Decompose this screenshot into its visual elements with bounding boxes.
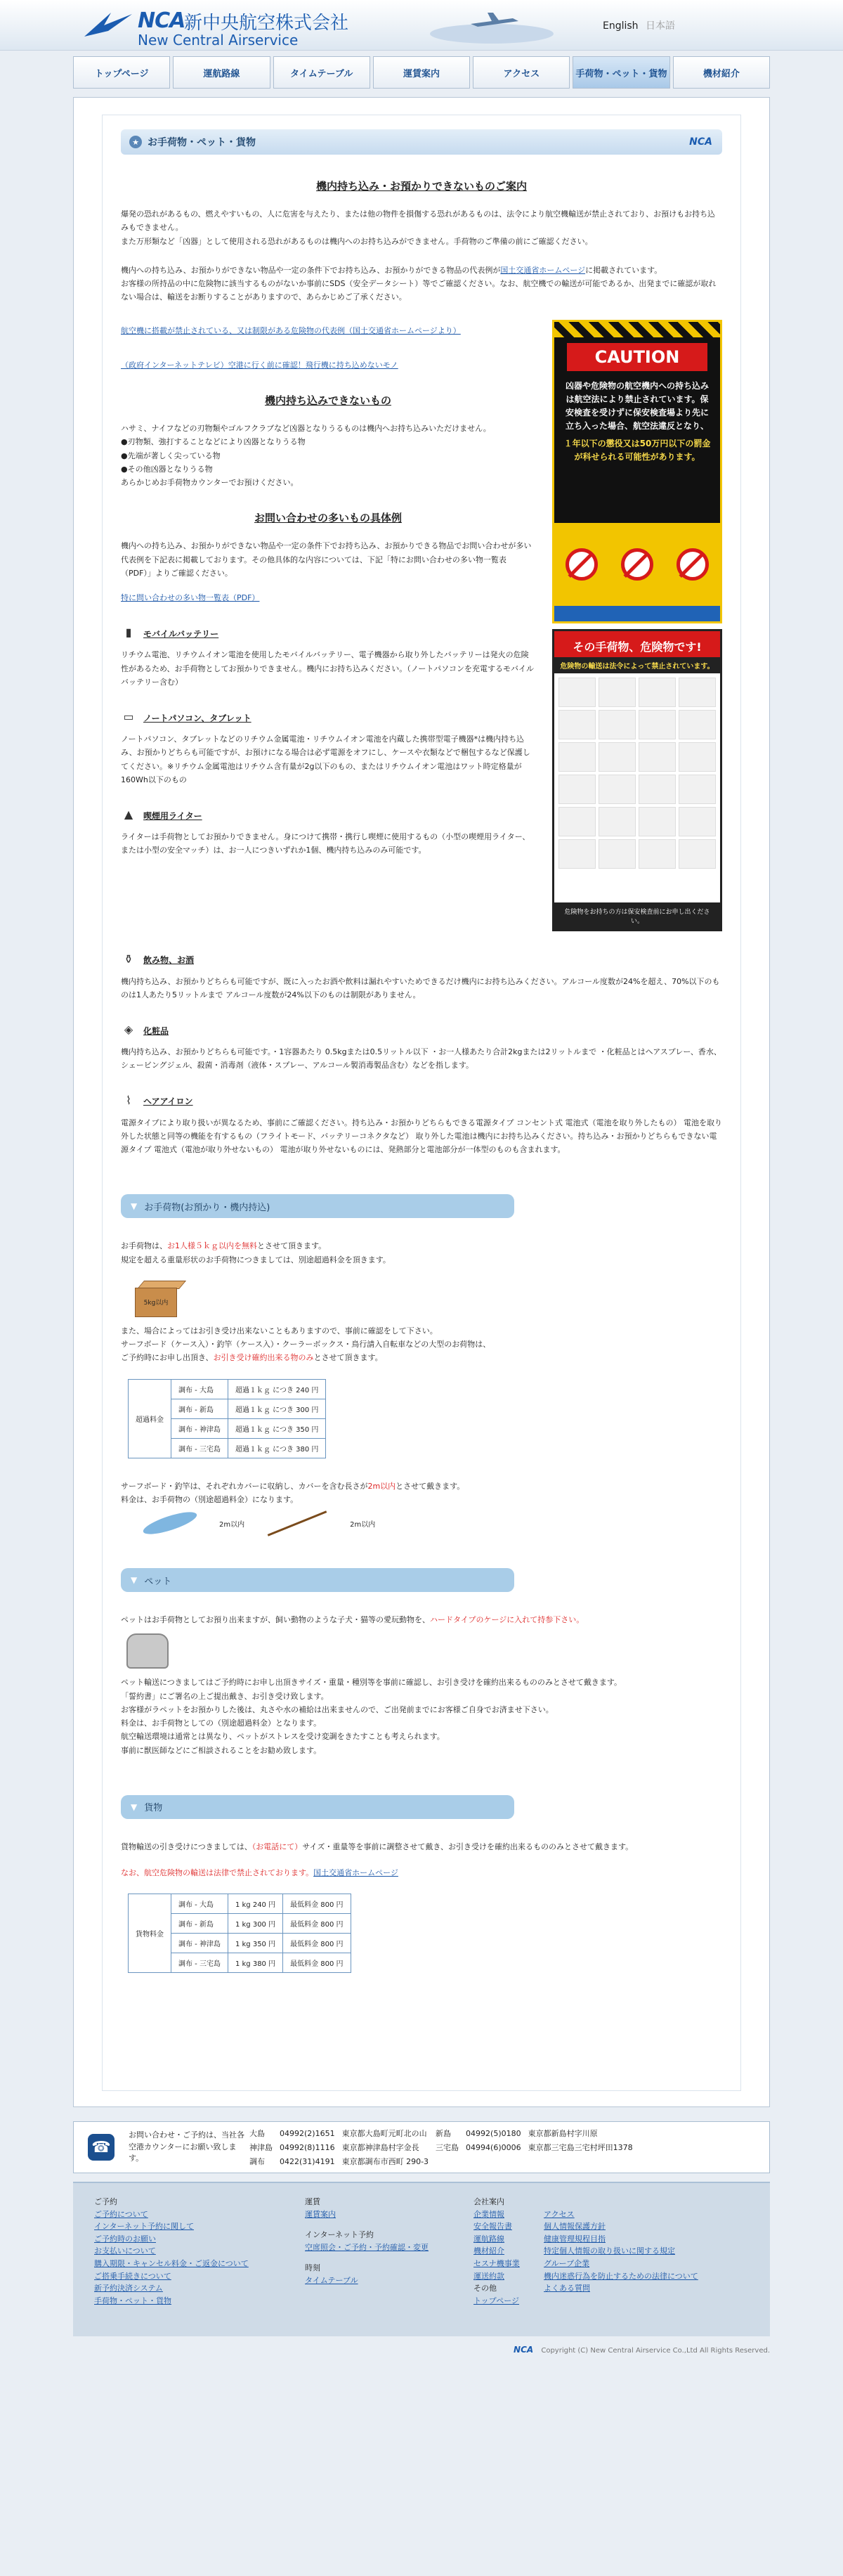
footer-link[interactable]: インターネット予約に関して xyxy=(94,2222,195,2232)
cosmetics-icon: ◈ xyxy=(124,1023,133,1036)
carry-paragraph: 規定を超える重量形状のお手荷物につきましては、別途超過料金を頂きます。 xyxy=(121,1255,391,1264)
nav-top[interactable]: トップページ xyxy=(73,56,170,89)
dg-poster-title: その手荷物、危険物です! xyxy=(554,631,720,657)
section-logo: NCA xyxy=(689,136,712,148)
carry-paragraph: お手荷物は、お1人様５ｋｇ以内を無料とさせて頂きます。 xyxy=(121,1241,327,1251)
caution-poster xyxy=(552,320,722,623)
footer-link[interactable]: 運賃案内 xyxy=(305,2209,336,2219)
pet-paragraph: 「誓約書」にご署名の上ご提出戴き、お引き受け致します。 xyxy=(121,1691,329,1701)
footer-heading: ご予約 xyxy=(94,2197,117,2206)
notice-paragraph: また万形類など「凶器」として使用される恐れがあるものは機内へのお持ち込みができません。手荷物のご準備の前にご確認ください。 xyxy=(121,236,593,246)
footer-link[interactable]: 手荷物・ペット・貨物 xyxy=(94,2296,171,2305)
hair-iron-icon: ⌇ xyxy=(126,1093,131,1107)
footer-link[interactable]: 新予約決済システム xyxy=(94,2284,163,2293)
nav-fares[interactable]: 運賃案内 xyxy=(373,56,470,89)
surfboard-rod-illustration: 2m以内 2m以内 xyxy=(142,1516,722,1530)
company-name-en: New Central Airservice xyxy=(138,32,299,48)
item-text: ライターは手荷物としてお預かりできません。身につけて携帯・携行し喫煙に使用するもの（小型の喫煙用ライター、または小型の安全マッチ）は、お一人につきいずれか1個、機内持ち込みのみ可能です。 xyxy=(121,832,530,855)
contact-table: 大島 04992(2)1651 東京都大島町元町北の山 新島 04992(5)0180 東京都新島村字川原 神津島 04992(8)1116 東京都神津島村字金長 三宅島 04994(6)0006 東京都三宅島三宅村坪田1378 調布 0422(31)4191 東京都調布市西町 290-3 xyxy=(249,2128,633,2166)
section-header-carry: ▼ お手荷物(お預かり・機内持込) xyxy=(121,1194,514,1218)
caution-title: CAUTION xyxy=(567,343,707,371)
site-footer xyxy=(73,2182,770,2336)
item-title: 飲み物、お酒 xyxy=(143,955,195,965)
pet-paragraph: 事前に獣医師などにご相談されることをお勧め致します。 xyxy=(121,1745,322,1755)
notice-paragraph: 爆発の恐れがあるもの、燃えやすいもの、人に危害を与えたり、または他の物件を損傷する恐れがあるものは、法令により航空機輸送が禁止されており、お預けもお持ち込みもできません。 xyxy=(121,209,716,233)
footer-link[interactable]: 機材紹介 xyxy=(473,2246,504,2256)
carry-paragraph: また、場合によってはお引き受け出来ないこともありますので、事前に確認をして下さい。 xyxy=(121,1326,438,1335)
footer-link[interactable]: ご搭乗手続きについて xyxy=(94,2271,171,2281)
plane-illustration-icon xyxy=(429,3,555,46)
item-text: ノートパソコン、タブレットなどのリチウム金属電池・リチウムイオン電池を内蔵した携帯型電子機器*は機内持ち込み、お預かりどちらも可能ですが、お預けになる場合は必ず電源をオフにし、ケースや衣類などで梱包するなど保護してください。※リチウム金属電池はリチウム含有量が2g以下のもの、またはリチウムイオン電池はワット時定格量が160Wh以下のもの xyxy=(121,734,530,784)
dg-poster-sub: 危険物の輸送は法令によって禁止されています。 xyxy=(554,657,720,673)
baggage-fee-table: 超過料金 調布 - 大島 超過１ｋｇ につき 240 円 調布 - 新島 超過１ｋｇ につき 300 円 調布 - 神津島 超過１ｋｇ につき 350 円 調布 - 三宅島 超過１ｋｇ につき 380 円 xyxy=(128,1379,326,1458)
cannot-outro: あらかじめお手荷物カウンターでお預けください。 xyxy=(121,478,299,487)
footer-link[interactable]: 機内迷惑行為を防止するための法律について xyxy=(544,2271,698,2281)
pet-paragraph: ペット輸送につきましてはご予約時にお申し出頂きサイズ・重量・種別等を事前に確認し、お引き受けを確約出来るもののみとさせて戴きます。 xyxy=(121,1678,622,1688)
footer-heading: 時刻 xyxy=(305,2263,320,2273)
carry-paragraph: 料金は、お手荷物の（別途超過料金）になります。 xyxy=(121,1494,299,1504)
footer-link[interactable]: 特定個人情報の取り扱いに関する規定 xyxy=(544,2246,675,2256)
bird-logo-icon[interactable] xyxy=(83,8,133,41)
footer-link[interactable]: 健康管理規程目指 xyxy=(544,2234,606,2244)
item-title: ヘアアイロン xyxy=(143,1096,193,1106)
fishing-rod-icon xyxy=(268,1510,327,1536)
footer-link[interactable]: ご予約について xyxy=(94,2209,148,2219)
item-text: リチウム電池、リチウムイオン電池を使用したモバイルバッテリー、電子機器から取り外したバッテリーは発火の危険性があるため、お手荷物としてお預かりできません。機内にお持ち込みください。（ノートパソコンを充電するモバイルバッテリー含む） xyxy=(121,650,534,687)
footer-heading: 会社案内 xyxy=(473,2197,504,2206)
bottle-icon: ⚱ xyxy=(124,952,133,966)
item-text: 電源タイプにより取り扱いが異なるため、事前にご確認ください。持ち込み・お預かりどちらもできる電源タイプ コンセント式 電池式（電池を取り外したもの） 電池を取り外した状態と同等の機能を有するもの（フライトモード、バッテリーコネクタなど） 取り外した電池は機内にお持ち込みください。持ち込み・お預かりどちらもできない電源タイプ 電池式（電池が取り外せないもの） 電池が取り外せないものには、発熱部分と電池部分が一体型のものも含まれます。 xyxy=(121,1118,722,1154)
company-name-ja: 新中央航空株式会社 xyxy=(184,13,349,34)
item-text: 機内持ち込み、お預かりどちらも可能です。・1容器あたり 0.5kgまたは0.5リットル以下 ・お一人様あたり合計2kgまたは2リットルまで ・化粧品とはヘアスプレー、香水、シェービングジェル、殺菌・消毒剤（液体・スプレー、アルコール製消毒製品含む）などを指します。 xyxy=(121,1047,721,1070)
dg-poster-foot: 危険物をお持ちの方は保安検査前にお申し出ください。 xyxy=(554,902,720,929)
faq-pdf-link[interactable]: 特に問い合わせの多い物一覧表（PDF） xyxy=(121,593,260,602)
laptop-icon: ▭ xyxy=(123,710,134,723)
footer-link[interactable]: グループ企業 xyxy=(544,2258,590,2268)
footer-link[interactable]: ご予約時のお願い xyxy=(94,2234,156,2244)
lang-english-link[interactable]: English xyxy=(603,20,639,32)
pet-paragraph: お客様がラペットをお預かりした後は、丸さや水の補給は出来ませんので、ご出発前までにお客様ご自身でお済ませ下さい。 xyxy=(121,1704,554,1714)
mlit-link[interactable]: 国土交通省ホームページ xyxy=(500,265,586,275)
section-header-cargo: ▼ 貨物 xyxy=(121,1795,514,1819)
item-title: 喫煙用ライター xyxy=(143,810,202,821)
carry-paragraph: サーフボード・釣竿は、それぞれカバーに収納し、カバーを含む長さが2m以内とさせて戴きます。 xyxy=(121,1481,465,1491)
mlit-link[interactable]: 国土交通省ホームページ xyxy=(313,1868,398,1877)
item-text: 機内持ち込み、お預かりどちらも可能ですが、既に入ったお酒や飲料は漏れやすいためできるだけ機内にお持ち込みください。アルコール度数が24%を超え、70%以下のものは1人あたり5リットルまで アルコール度数が24%以下のものは制限がありません。 xyxy=(121,976,720,999)
footer-link[interactable]: 個人情報保護方針 xyxy=(544,2222,606,2232)
cargo-paragraph: なお、航空危険物の輸送は法律で禁止されております。国土交通省ホームページ xyxy=(121,1868,398,1877)
item-title: 化粧品 xyxy=(143,1025,169,1036)
footer-link[interactable]: 安全報告書 xyxy=(473,2222,512,2232)
cannot-intro: ハサミ、ナイフなどの刃物類やゴルフクラブなど凶器となりうるものは機内へお持ち込みいただけません。 xyxy=(121,424,491,433)
cargo-fee-table: 貨物料金 調布 - 大島 1 kg 240 円 最低料金 800 円 調布 - 新島 1 kg 300 円 最低料金 800 円 調布 - 神津島 1 kg 350 円 最低料金 800 円 調布 - 三宅島 1 kg 380 円 最低料金 800 円 xyxy=(128,1894,351,1973)
nav-baggage[interactable]: 手荷物・ペット・貨物 xyxy=(573,56,669,89)
caution-penalty: １年以下の懲役又は50万円以下の罰金が科せられる可能性があります。 xyxy=(563,439,711,462)
pet-paragraph: 航空輸送環境は通常とは異なり、ペットがストレスを受け変調をきたすことも考えられます。 xyxy=(121,1732,445,1742)
nav-timetable[interactable]: タイムテーブル xyxy=(273,56,370,89)
footer-link[interactable]: アクセス xyxy=(544,2209,575,2219)
lang-japanese-link[interactable]: 日本語 xyxy=(646,20,676,32)
nav-routes[interactable]: 運航路線 xyxy=(173,56,270,89)
pet-paragraph: ペットはお手荷物としてお預り出来ますが、飼い動物のような子犬・猫等の愛玩動物を、ハードタイプのケージに入れて持参下さい。 xyxy=(121,1615,584,1624)
dangerous-goods-link[interactable]: 航空機に搭載が禁止されている、又は制限がある危険物の代表例（国土交通省ホームページより） xyxy=(121,325,461,335)
notice-paragraph: 機内への持ち込み、お預かりができない物品や一定の条件下でお持ち込み、お預かりができる物品の代表例が国土交通省ホームページに掲載されています。 xyxy=(121,265,662,275)
main-nav xyxy=(0,51,843,97)
battery-icon: ▮ xyxy=(125,626,132,640)
cannot-item: ●先端が著しく尖っている物 xyxy=(121,451,221,460)
phone-icon: ☎ xyxy=(88,2134,115,2161)
page-title-bar xyxy=(121,129,722,155)
cannot-item: ●その他凶器となりうる物 xyxy=(121,464,213,474)
item-title: ノートパソコン、タブレット xyxy=(143,713,251,723)
prohibited-icon xyxy=(677,548,709,581)
item-title: モバイルバッテリー xyxy=(143,628,219,639)
site-header xyxy=(0,0,843,51)
prohibited-icon xyxy=(621,548,653,581)
pet-paragraph: 料金は、お手荷物としての（別途超過料金）となります。 xyxy=(121,1719,322,1728)
carry-paragraph: サーフボード（ケース入）・釣竿（ケース入）・クーラーボックス・鳥行請入自転車などの大型のお荷物は、 xyxy=(121,1340,491,1349)
lighter-icon: ▲ xyxy=(124,808,133,821)
contact-lead: お問い合わせ・ご予約は、当社各空港カウンターにお願い致します。 xyxy=(129,2130,244,2163)
star-icon: ★ xyxy=(129,136,142,148)
main-content xyxy=(73,97,770,2107)
cannot-item: ●刃物類、強打することなどにより凶器となりうる物 xyxy=(121,437,306,447)
footer-link[interactable]: 空席照会・ご予約・予約確認・変更 xyxy=(305,2242,429,2252)
footer-heading: 運賃 xyxy=(305,2197,320,2206)
contact-box xyxy=(73,2121,770,2173)
footer-heading: その他 xyxy=(473,2284,497,2293)
footer-link[interactable]: 運航路線 xyxy=(473,2234,504,2244)
gov-tv-link[interactable]: （政府インターネットテレビ）空港に行く前に確認！飛行機に持ち込めないモノ xyxy=(121,360,398,370)
nav-access[interactable]: アクセス xyxy=(473,56,570,89)
footer-link[interactable]: 企業情報 xyxy=(473,2209,504,2219)
footer-heading: インターネット予約 xyxy=(305,2230,374,2240)
logo-nca[interactable]: NCA xyxy=(138,8,185,33)
section-header-pet: ▼ ペット xyxy=(121,1568,514,1592)
dangerous-goods-poster xyxy=(552,629,722,931)
faq-paragraph: 機内への持ち込み、お預かりができない物品や一定の条件下でお持ち込み、お預かりできる物品でお問い合わせが多い代表例を下記表に掲載しております。その他具体的な内容については、下記「特にお問い合わせの多い物一覧表（PDF）」よりご確認ください。 xyxy=(121,541,532,578)
copyright: NCA Copyright (C) New Central Airservice Co.,Ltd All Rights Reserved. xyxy=(514,2345,770,2355)
caution-text: 凶器や危険物の航空機内への持ち込みは航空法により禁止されています。保安検査を受けずに保安検査場より先に立ち入った場合、航空法違反となり、 xyxy=(565,380,709,432)
footer-logo: NCA xyxy=(514,2345,534,2355)
cannot-carry-heading: 機内持ち込みできないもの xyxy=(264,394,391,407)
prohibited-icon xyxy=(566,548,598,581)
footer-link[interactable]: よくある質問 xyxy=(544,2284,590,2293)
notice-heading: 機内持ち込み・お預かりできないものご案内 xyxy=(315,180,527,193)
footer-link[interactable]: セスナ機事業 xyxy=(473,2258,520,2268)
page-title: お手荷物・ペット・貨物 xyxy=(148,137,256,148)
pet-carrier-icon xyxy=(126,1633,169,1669)
footer-link[interactable]: タイムテーブル xyxy=(305,2275,358,2285)
carry-paragraph: ご予約時にお申し出頂き、お引き受け確約出来る物のみとさせて頂きます。 xyxy=(121,1353,383,1363)
triangle-down-icon: ▼ xyxy=(131,1801,138,1812)
language-switcher xyxy=(603,18,675,32)
footer-link[interactable]: 運送約款 xyxy=(473,2271,504,2281)
triangle-down-icon: ▼ xyxy=(131,1201,138,1212)
footer-link[interactable]: お支払いについて xyxy=(94,2246,156,2256)
notice-paragraph: お客様の所持品の中に危険物に該当するものがないか事前にSDS（安全データシート）等でご確認ください。なお、航空機での輸送が可能であるか、出発までに確認が取れない場合は、輸送をお断りすることがありますので、あらかじめご了承ください。 xyxy=(121,279,717,302)
nav-aircraft[interactable]: 機材紹介 xyxy=(673,56,770,89)
footer-link[interactable]: トップページ xyxy=(473,2296,520,2305)
footer-link[interactable]: 購入期限・キャンセル料金・ご返金について xyxy=(94,2258,249,2268)
triangle-down-icon: ▼ xyxy=(131,1575,138,1585)
cargo-paragraph: 貨物輸送の引き受けにつきましては、（お電話にて）サイズ・重量等を事前に調整させて戴き、お引き受けを確約出来るもののみとさせて戴きます。 xyxy=(121,1842,634,1851)
faq-heading: お問い合わせの多いもの具体例 xyxy=(254,512,402,525)
surfboard-icon xyxy=(141,1508,199,1539)
box-illustration: 5kg以内 xyxy=(128,1278,191,1320)
